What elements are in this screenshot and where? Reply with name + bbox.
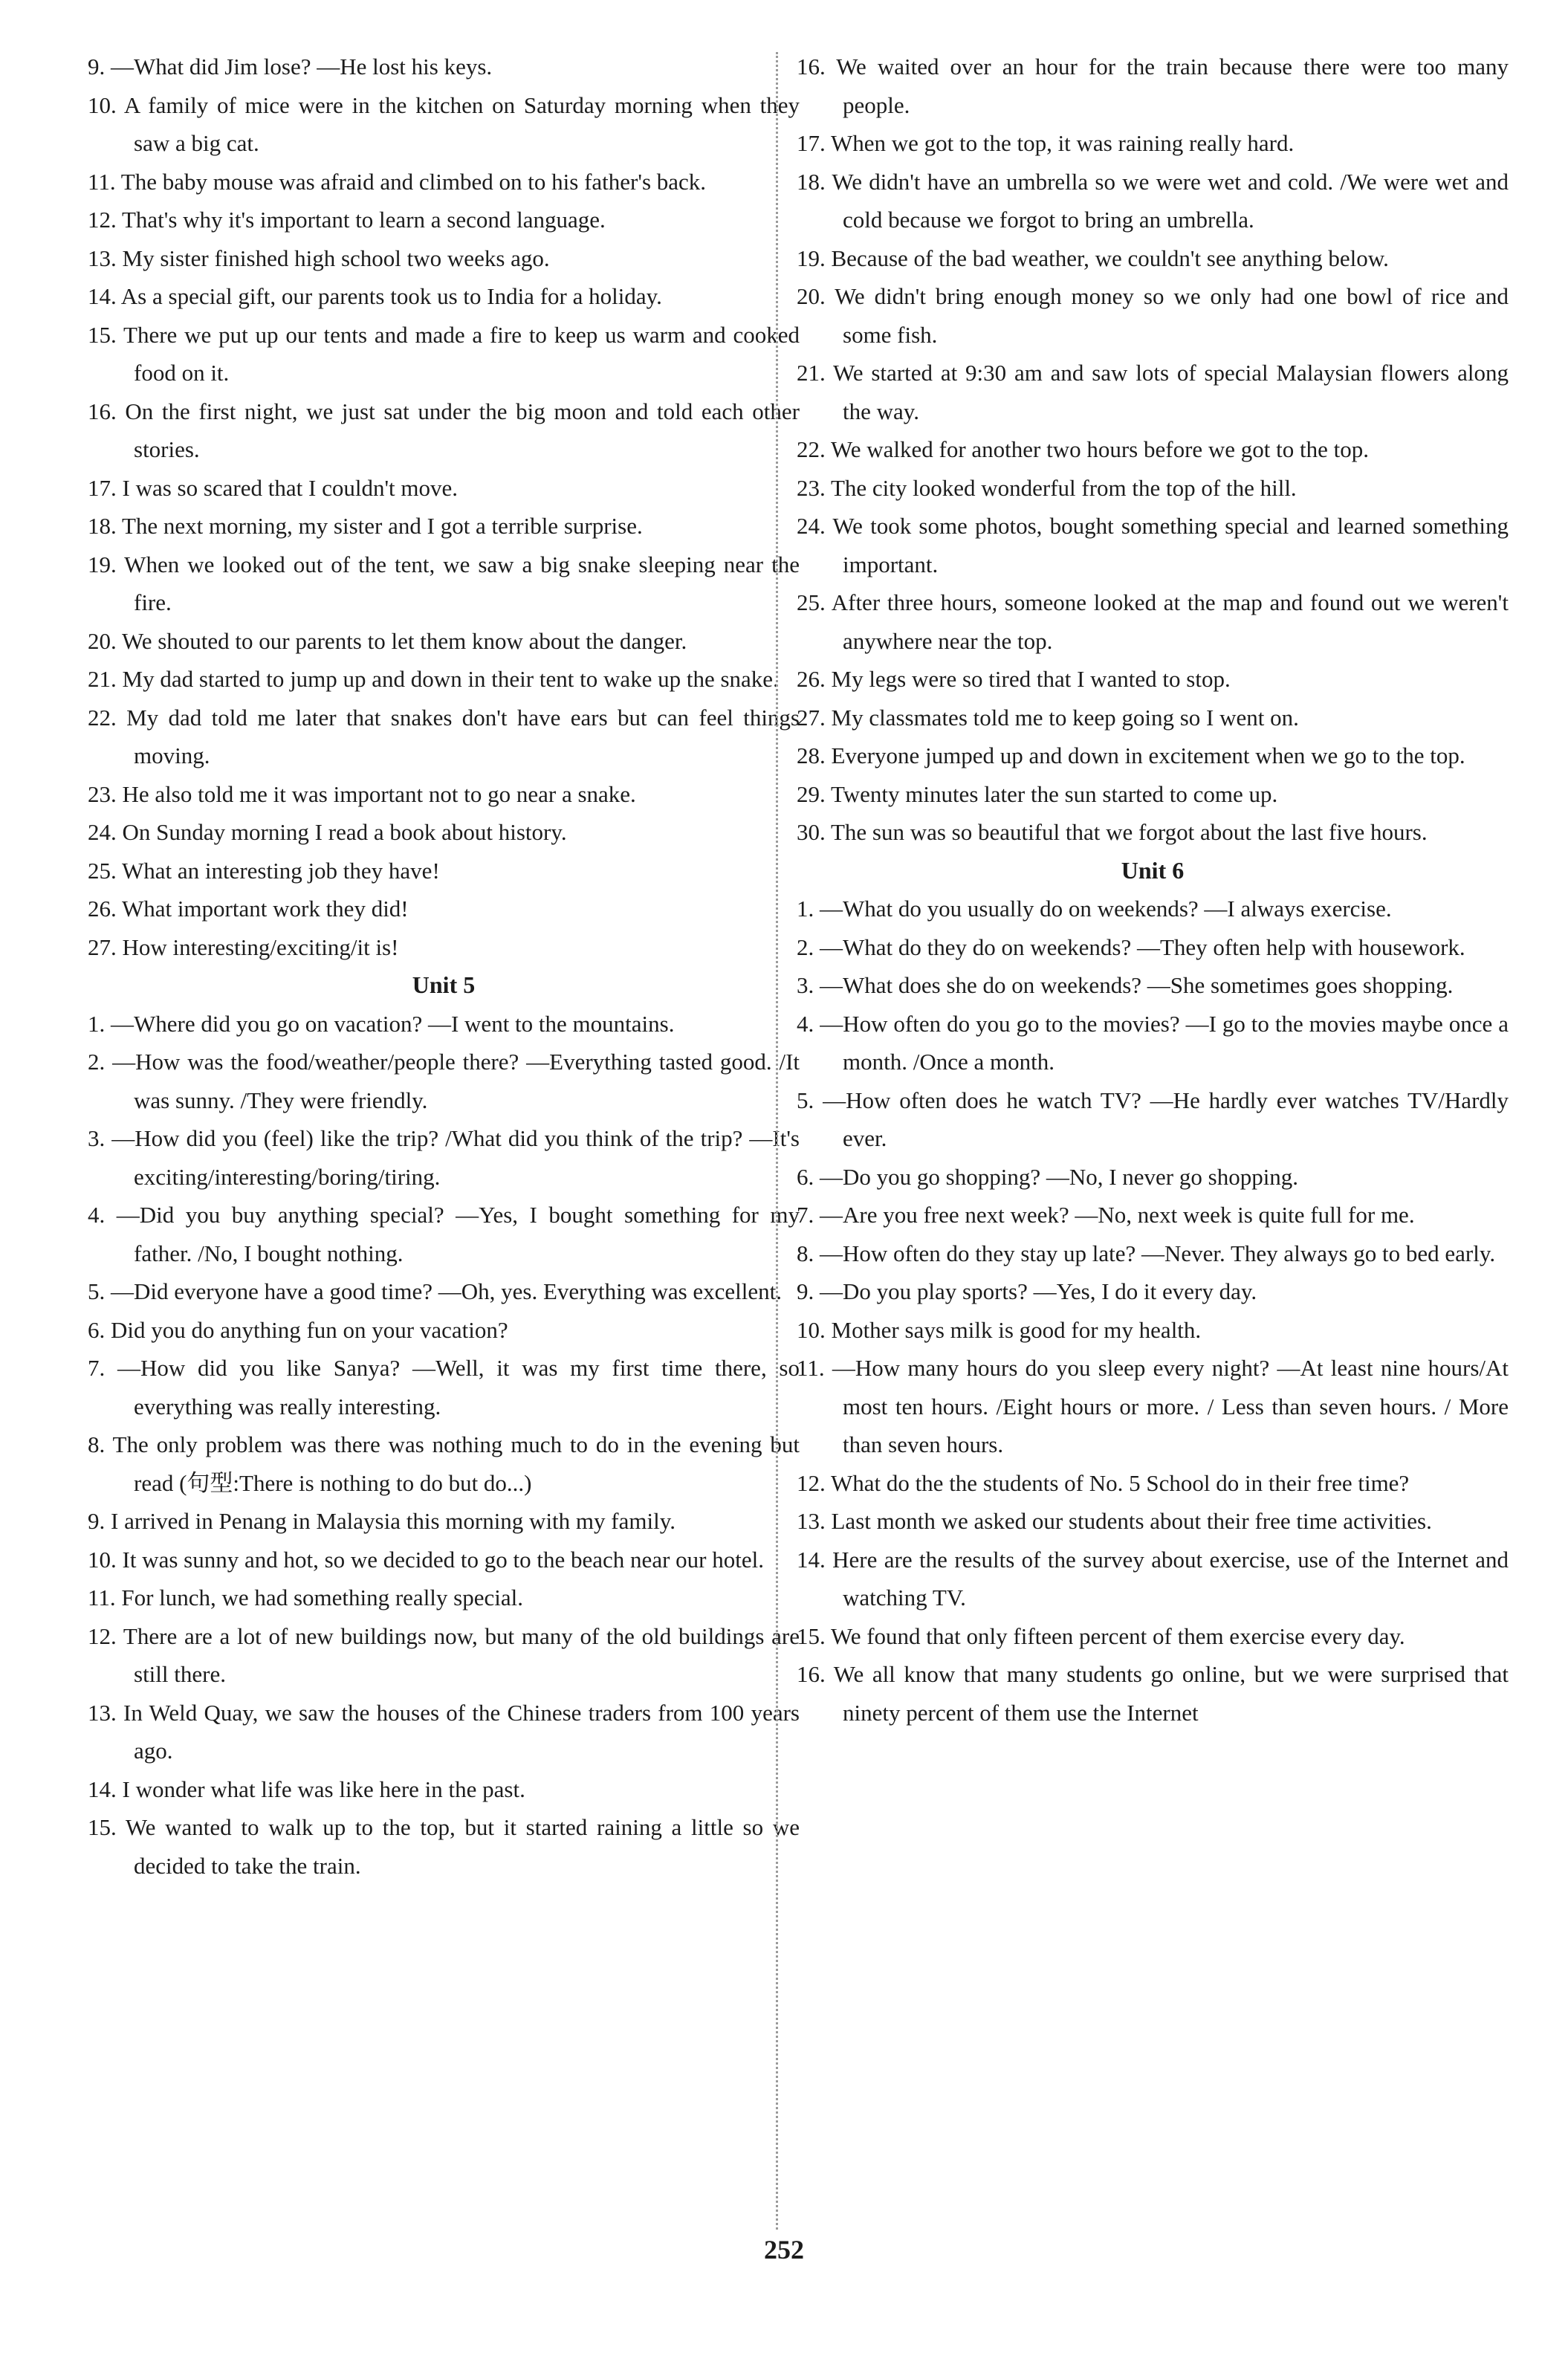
- right-answer-item: 22. We walked for another two hours before we got to the top.: [797, 436, 1370, 462]
- left-answer-item: 16. On the first night, we just sat under the big moon and told each other stories.: [88, 398, 800, 462]
- right-answer-item: 25. After three hours, someone looked at the map and found out we weren't anywhere near the top.: [797, 589, 1509, 654]
- right-answer-item: 16. We all know that many students go online, but we were surprised that ninety percent of them use the Internet: [797, 1661, 1509, 1726]
- right-answer-item: 27. My classmates told me to keep going so I went on.: [797, 704, 1299, 731]
- right-answer-item: 2. —What do they do on weekends? —They often help with housework.: [797, 933, 1465, 960]
- right-answer-item: 7. —Are you free next week? —No, next week is quite full for me.: [797, 1202, 1415, 1228]
- left-answer-item: 8. The only problem was there was nothing much to do in the evening but read (句型:There is nothing to do but do...): [88, 1431, 800, 1496]
- left-answer-item: 22. My dad told me later that snakes don't have ears but can feel things moving.: [88, 704, 800, 768]
- right-answer-item: 19. Because of the bad weather, we couldn't see anything below.: [797, 245, 1389, 271]
- right-answer-item: 4. —How often do you go to the movies? —I go to the movies maybe once a month. /Once a month.: [797, 1010, 1509, 1075]
- right-answer-item: 21. We started at 9:30 am and saw lots of special Malaysian flowers along the way.: [797, 360, 1509, 424]
- left-answer-item: 19. When we looked out of the tent, we saw a big snake sleeping near the fire.: [88, 551, 800, 615]
- left-column: [88, 48, 800, 1885]
- right-answer-item: 1. —What do you usually do on weekends? —I always exercise.: [797, 896, 1392, 922]
- left-answer-item: 13. In Weld Quay, we saw the houses of the Chinese traders from 100 years ago.: [88, 1699, 800, 1764]
- page-number: 252: [764, 2235, 804, 2265]
- right-unit-heading: Unit 6: [1121, 856, 1185, 884]
- left-answer-item: 12. That's why it's important to learn a second language.: [88, 207, 606, 233]
- right-answer-item: 29. Twenty minutes later the sun started to come up.: [797, 780, 1278, 807]
- left-answer-item: 26. What important work they did!: [88, 896, 409, 922]
- left-answer-item: 4. —Did you buy anything special? —Yes, I bought something for my father. /No, I bought nothing.: [88, 1202, 800, 1266]
- left-answer-item: 11. For lunch, we had something really special.: [88, 1584, 523, 1611]
- right-answer-item: 15. We found that only fifteen percent of them exercise every day.: [797, 1622, 1405, 1649]
- right-answer-item: 14. Here are the results of the survey about exercise, use of the Internet and watching TV.: [797, 1546, 1509, 1611]
- right-answer-item: 11. —How many hours do you sleep every night? —At least nine hours/At most ten hours. /Eight hours or more. / Less than seven hours. / More than seven hours.: [797, 1355, 1509, 1457]
- left-answer-item: 2. —How was the food/weather/people there? —Everything tasted good. /It was sunny. /They were friendly.: [88, 1049, 800, 1113]
- left-answer-item: 5. —Did everyone have a good time? —Oh, yes. Everything was excellent.: [88, 1278, 783, 1304]
- left-answer-item: 9. —What did Jim lose? —He lost his keys.: [88, 54, 493, 80]
- left-unit-heading: Unit 5: [412, 971, 476, 998]
- left-answer-item: 14. As a special gift, our parents took us to India for a holiday.: [88, 283, 662, 309]
- right-answer-item: 18. We didn't have an umbrella so we were wet and cold. /We were wet and cold because we forgot to bring an umbrella.: [797, 168, 1509, 233]
- right-answer-item: 23. The city looked wonderful from the top of the hill.: [797, 474, 1297, 501]
- right-answer-item: 5. —How often does he watch TV? —He hardly ever watches TV/Hardly ever.: [797, 1087, 1509, 1151]
- left-answer-item: 13. My sister finished high school two weeks ago.: [88, 245, 550, 271]
- right-answer-item: 30. The sun was so beautiful that we forgot about the last five hours.: [797, 819, 1428, 845]
- left-answer-item: 12. There are a lot of new buildings now, but many of the old buildings are still there.: [88, 1622, 800, 1687]
- right-answer-item: 16. We waited over an hour for the train because there were too many people.: [797, 54, 1509, 118]
- right-answer-item: 6. —Do you go shopping? —No, I never go shopping.: [797, 1163, 1299, 1190]
- left-answer-item: 17. I was so scared that I couldn't move.: [88, 474, 459, 501]
- left-answer-item: 27. How interesting/exciting/it is!: [88, 933, 399, 960]
- left-answer-item: 24. On Sunday morning I read a book about history.: [88, 819, 567, 845]
- left-answer-item: 10. A family of mice were in the kitchen on Saturday morning when they saw a big cat.: [88, 91, 800, 156]
- right-answer-item: 17. When we got to the top, it was raining really hard.: [797, 130, 1295, 156]
- left-answer-item: 1. —Where did you go on vacation? —I went to the mountains.: [88, 1010, 675, 1037]
- right-answer-item: 13. Last month we asked our students about their free time activities.: [797, 1508, 1432, 1534]
- left-answer-item: 21. My dad started to jump up and down in their tent to wake up the snake.: [88, 666, 779, 692]
- left-answer-item: 25. What an interesting job they have!: [88, 857, 440, 884]
- right-answer-item: 28. Everyone jumped up and down in excitement when we go to the top.: [797, 742, 1465, 768]
- right-answer-item: 26. My legs were so tired that I wanted to stop.: [797, 666, 1231, 692]
- left-answer-item: 3. —How did you (feel) like the trip? /What did you think of the trip? —It's exciting/interesting/boring/tiring.: [88, 1125, 800, 1190]
- right-answer-item: 9. —Do you play sports? —Yes, I do it every day.: [797, 1278, 1257, 1304]
- right-answer-item: 12. What do the the students of No. 5 School do in their free time?: [797, 1469, 1410, 1496]
- right-answer-item: 3. —What does she do on weekends? —She sometimes goes shopping.: [797, 972, 1454, 998]
- left-answer-item: 10. It was sunny and hot, so we decided to go to the beach near our hotel.: [88, 1546, 764, 1573]
- left-answer-item: 14. I wonder what life was like here in the past.: [88, 1775, 525, 1802]
- left-answer-item: 20. We shouted to our parents to let them know about the danger.: [88, 627, 687, 654]
- left-answer-item: 15. We wanted to walk up to the top, but it started raining a little so we decided to take the train.: [88, 1814, 800, 1879]
- right-column: [797, 48, 1509, 1732]
- right-answer-item: 20. We didn't bring enough money so we only had one bowl of rice and some fish.: [797, 283, 1509, 348]
- left-answer-item: 18. The next morning, my sister and I got a terrible surprise.: [88, 513, 643, 539]
- right-answer-item: 8. —How often do they stay up late? —Never. They always go to bed early.: [797, 1240, 1496, 1266]
- left-answer-item: 9. I arrived in Penang in Malaysia this morning with my family.: [88, 1508, 676, 1534]
- left-answer-item: 6. Did you do anything fun on your vacation?: [88, 1316, 508, 1343]
- left-answer-item: 7. —How did you like Sanya? —Well, it was my first time there, so everything was really interesting.: [88, 1355, 800, 1420]
- left-answer-item: 11. The baby mouse was afraid and climbed on to his father's back.: [88, 168, 707, 195]
- column-divider: [776, 52, 778, 2230]
- left-answer-item: 15. There we put up our tents and made a fire to keep us warm and cooked food on it.: [88, 321, 800, 386]
- right-answer-item: 24. We took some photos, bought something special and learned something important.: [797, 513, 1509, 577]
- right-answer-item: 10. Mother says milk is good for my health.: [797, 1316, 1202, 1343]
- left-answer-item: 23. He also told me it was important not to go near a snake.: [88, 780, 636, 807]
